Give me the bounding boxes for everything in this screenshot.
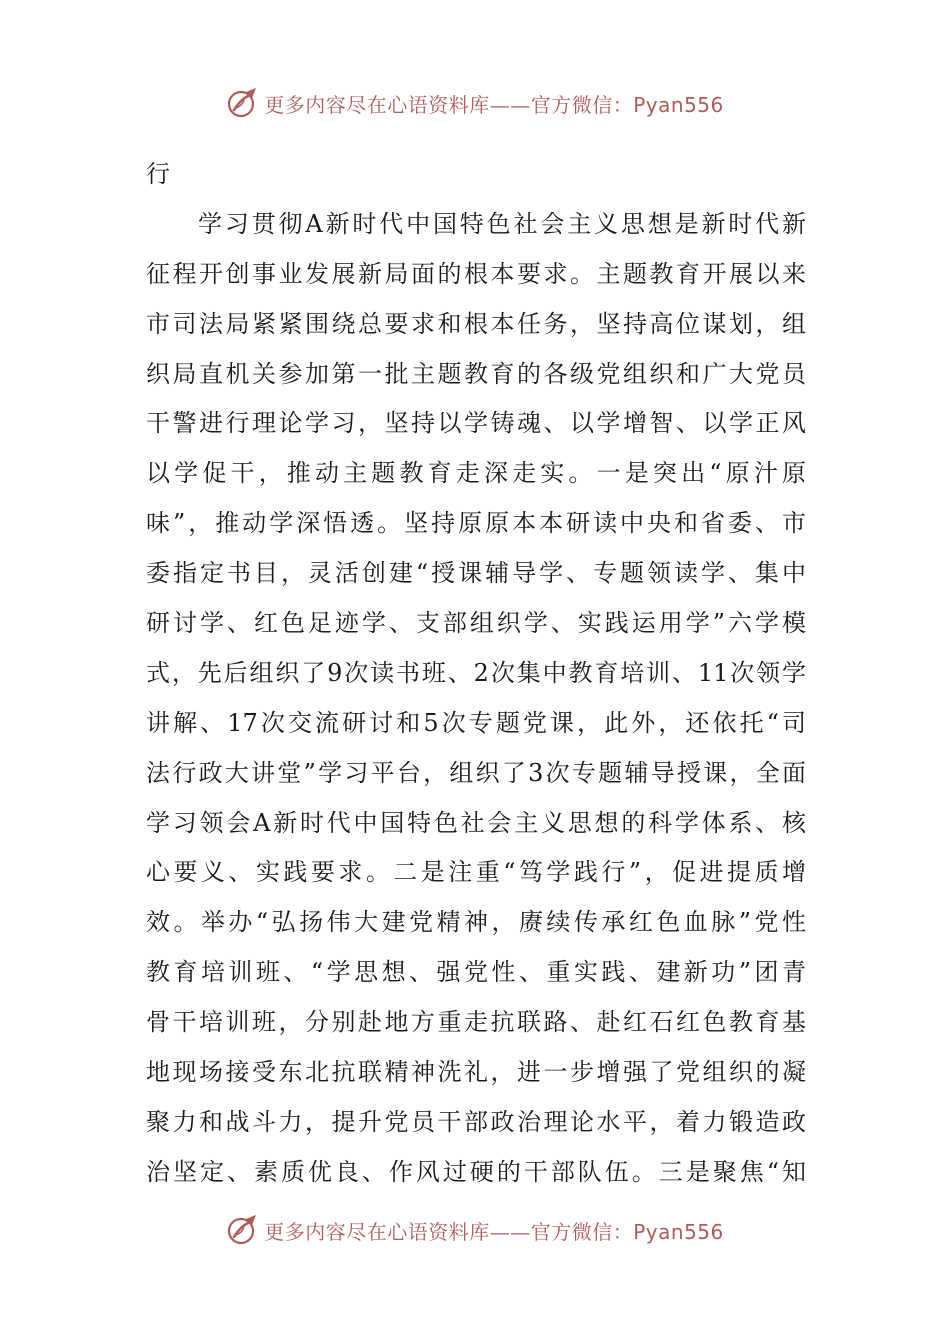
- banner-separator: ——: [489, 92, 531, 117]
- text-line: 聚力和战斗力，提升党员干部政治理论水平，着力锻造政: [146, 1107, 806, 1136]
- text-line: 研讨学、红色足迹学、支部组织学、实践运用学”六学模: [146, 609, 806, 638]
- text-line: 征程开创事业发展新局面的根本要求。主题教育开展以来: [146, 259, 806, 288]
- text-line: 地现场接受东北抗联精神洗礼，进一步增强了党组织的凝: [146, 1058, 806, 1087]
- text-line: 味”，推动学深悟透。坚持原原本本研读中央和省委、市: [146, 509, 806, 538]
- banner-title: 更多内容尽在心语资料库: [264, 92, 490, 117]
- text-line: 教育培训班、“学思想、强党性、重实践、建新功”团青: [146, 958, 806, 987]
- text-line: 讲解、17次交流研讨和5次专题党课，此外，还依托“司: [146, 708, 806, 737]
- text-line: 干警进行理论学习，坚持以学铸魂、以学增智、以学正风: [146, 409, 806, 438]
- text-line: 行: [146, 160, 170, 188]
- text-line: 学习领会A新时代中国特色社会主义思想的科学体系、核: [146, 808, 806, 837]
- text-line: 法行政大讲堂”学习平台，组织了3次专题辅导授课，全面: [146, 758, 806, 787]
- text-line: 以学促干，推动主题教育走深走实。一是突出“原汁原: [146, 459, 806, 488]
- pen-swirl-logo-icon: [226, 1213, 260, 1247]
- text-line: 市司法局紧紧围绕总要求和根本任务，坚持高位谋划，组: [146, 309, 806, 338]
- text-line: 治坚定、素质优良、作风过硬的干部队伍。三是聚焦“知: [146, 1157, 806, 1186]
- text-line: 效。举办“弘扬伟大建党精神，赓续传承红色血脉”党性: [146, 908, 806, 937]
- banner-title: 更多内容尽在心语资料库: [264, 1219, 490, 1244]
- header-banner-text: [264, 89, 724, 118]
- banner-contact-id: Pyan556: [633, 92, 724, 117]
- text-line: 骨干培训班，分别赴地方重走抗联路、赴红石红色教育基: [146, 1008, 806, 1037]
- footer-banner: [0, 1210, 950, 1250]
- header-banner: [0, 83, 950, 123]
- text-line: 学习贯彻A新时代中国特色社会主义思想是新时代新: [198, 209, 806, 238]
- footer-banner-text: [264, 1216, 724, 1245]
- banner-separator: ——: [489, 1219, 531, 1244]
- banner-contact-id: Pyan556: [633, 1219, 724, 1244]
- text-line: 式，先后组织了9次读书班、2次集中教育培训、11次领学: [146, 658, 806, 687]
- banner-contact-label: 官方微信：: [530, 1219, 634, 1244]
- document-body: [146, 150, 806, 1198]
- text-line: 心要义、实践要求。二是注重“笃学践行”，促进提质增: [146, 858, 806, 887]
- pen-swirl-logo-icon: [226, 86, 260, 120]
- text-line: 织局直机关参加第一批主题教育的各级党组织和广大党员: [146, 359, 806, 388]
- banner-contact-label: 官方微信：: [530, 92, 634, 117]
- text-line: 委指定书目，灵活创建“授课辅导学、专题领读学、集中: [146, 559, 806, 588]
